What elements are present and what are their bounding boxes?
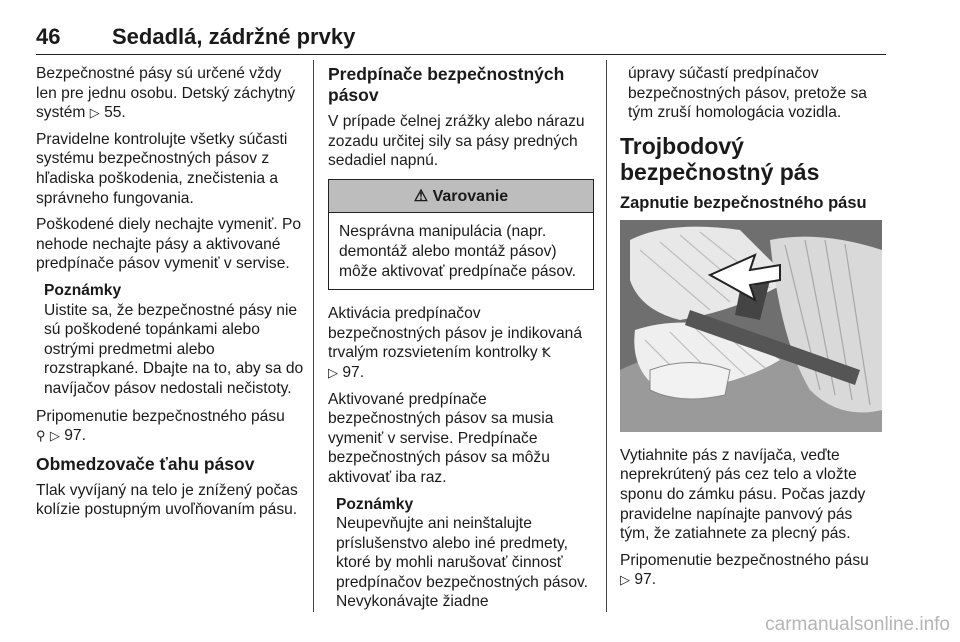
paragraph [36, 407, 304, 446]
note-text: Neupevňujte ani neinštalujte príslušenstvo alebo iné predmety, ktoré by mohli narušovať činnosť predpínačov bezpečnostných pásov. Nevykonávajte žiadne [336, 515, 588, 611]
paragraph-text: Aktivácia predpínačov bezpečnostných pásov je indikovaná trvalým rozsvietením kontrolky [328, 305, 582, 362]
warning-text: Nesprávna manipulácia (napr. demontáž alebo montáž pásov) môže aktivovať predpínače pásov. [339, 223, 576, 280]
reference-arrow-icon: ▷ [328, 364, 338, 380]
reference-arrow-icon: ▷ [49, 428, 60, 444]
seat-belt-illustration [620, 220, 882, 432]
paragraph: Vytiahnite pás z navíjača, veďte neprekrútený pás cez telo a vložte sponu do zámku pásu. Počas jazdy pravidelne napínajte panvový pás tým, že zatiahnete za plecný pás. [620, 446, 866, 543]
warning-box [328, 179, 594, 290]
note-title: Poznámky [336, 495, 414, 513]
warning-icon: ⚠ [413, 187, 429, 205]
section-heading: Obmedzovače ťahu pásov [36, 453, 255, 474]
column-3 [620, 64, 886, 597]
column-1 [36, 64, 304, 527]
watermark: carmanualsonline.info [765, 614, 950, 635]
paragraph: Aktivované predpínače bezpečnostných pásov sa musia vymeniť v servise. Predpínače bezpečnostných pásov sa môžu aktivovať iba raz. [328, 390, 554, 486]
page-header [36, 18, 886, 55]
column-divider [606, 60, 607, 612]
paragraph: úpravy súčastí predpínačov bezpečnostných pásov, pretože sa tým zruší homologácia vozidla. [628, 65, 867, 122]
note-block [36, 281, 304, 399]
paragraph: Pravidelne kontrolujte všetky súčasti systému bezpečnostných pásov z hľadiska poškodenia, znečistenia a správneho fungovania. [36, 130, 288, 207]
paragraph-text: Pripomenutie bezpečnostného pásu [36, 407, 285, 425]
paragraph [620, 551, 886, 590]
paragraph [36, 64, 304, 123]
page-reference-link[interactable]: 97. [634, 571, 657, 589]
chapter-title: Sedadlá, zádržné prvky [112, 24, 356, 49]
paragraph: Poškodené diely nechajte vymeniť. Po nehode nechajte pásy a aktivované predpínače pásov vymeniť v servise. [36, 216, 302, 273]
note-title: Poznámky [44, 281, 122, 299]
paragraph: Tlak vyvíjaný na telo je znížený počas kolízie postupným uvoľňovaním pásu. [36, 481, 298, 519]
note-text: Uistite sa, že bezpečnostné pásy nie sú poškodené topánkami alebo ostrými predmetmi alebo rozstrapkané. Dbajte na to, aby sa do navíjačov pásov nedostali nečistoty. [44, 301, 304, 397]
page-reference-link[interactable]: 55. [104, 104, 126, 122]
paragraph-text: Pripomenutie bezpečnostného pásu [620, 551, 869, 569]
note-block [328, 495, 594, 613]
section-heading: Trojbodový bezpečnostný pás [620, 132, 820, 185]
subsection-heading: Zapnutie bezpečnostného pásu [620, 193, 867, 212]
belt-reminder-icon: ⚲ [36, 428, 46, 444]
pretensioner-warning-icon: Ꝁ [542, 345, 551, 361]
column-divider [313, 60, 314, 612]
column-2 [328, 64, 594, 620]
paragraph-text: Bezpečnostné pásy sú určené vždy len pre jednu osobu. Detský záchytný systém [36, 65, 296, 122]
section-heading: Predpínače bezpečnostných pásov [328, 64, 565, 105]
page-number: 46 [36, 24, 61, 49]
page-reference-link[interactable]: 97. [342, 363, 365, 381]
paragraph: V prípade čelnej zrážky alebo nárazu zozadu určitej sily sa pásy predných sedadiel napnú. [328, 113, 585, 170]
reference-arrow-icon: ▷ [89, 105, 100, 121]
paragraph [328, 304, 594, 382]
reference-arrow-icon: ▷ [620, 572, 630, 588]
warning-title: Varovanie [432, 187, 509, 205]
page-reference-link[interactable]: 97. [64, 427, 86, 445]
warning-header [329, 180, 593, 214]
